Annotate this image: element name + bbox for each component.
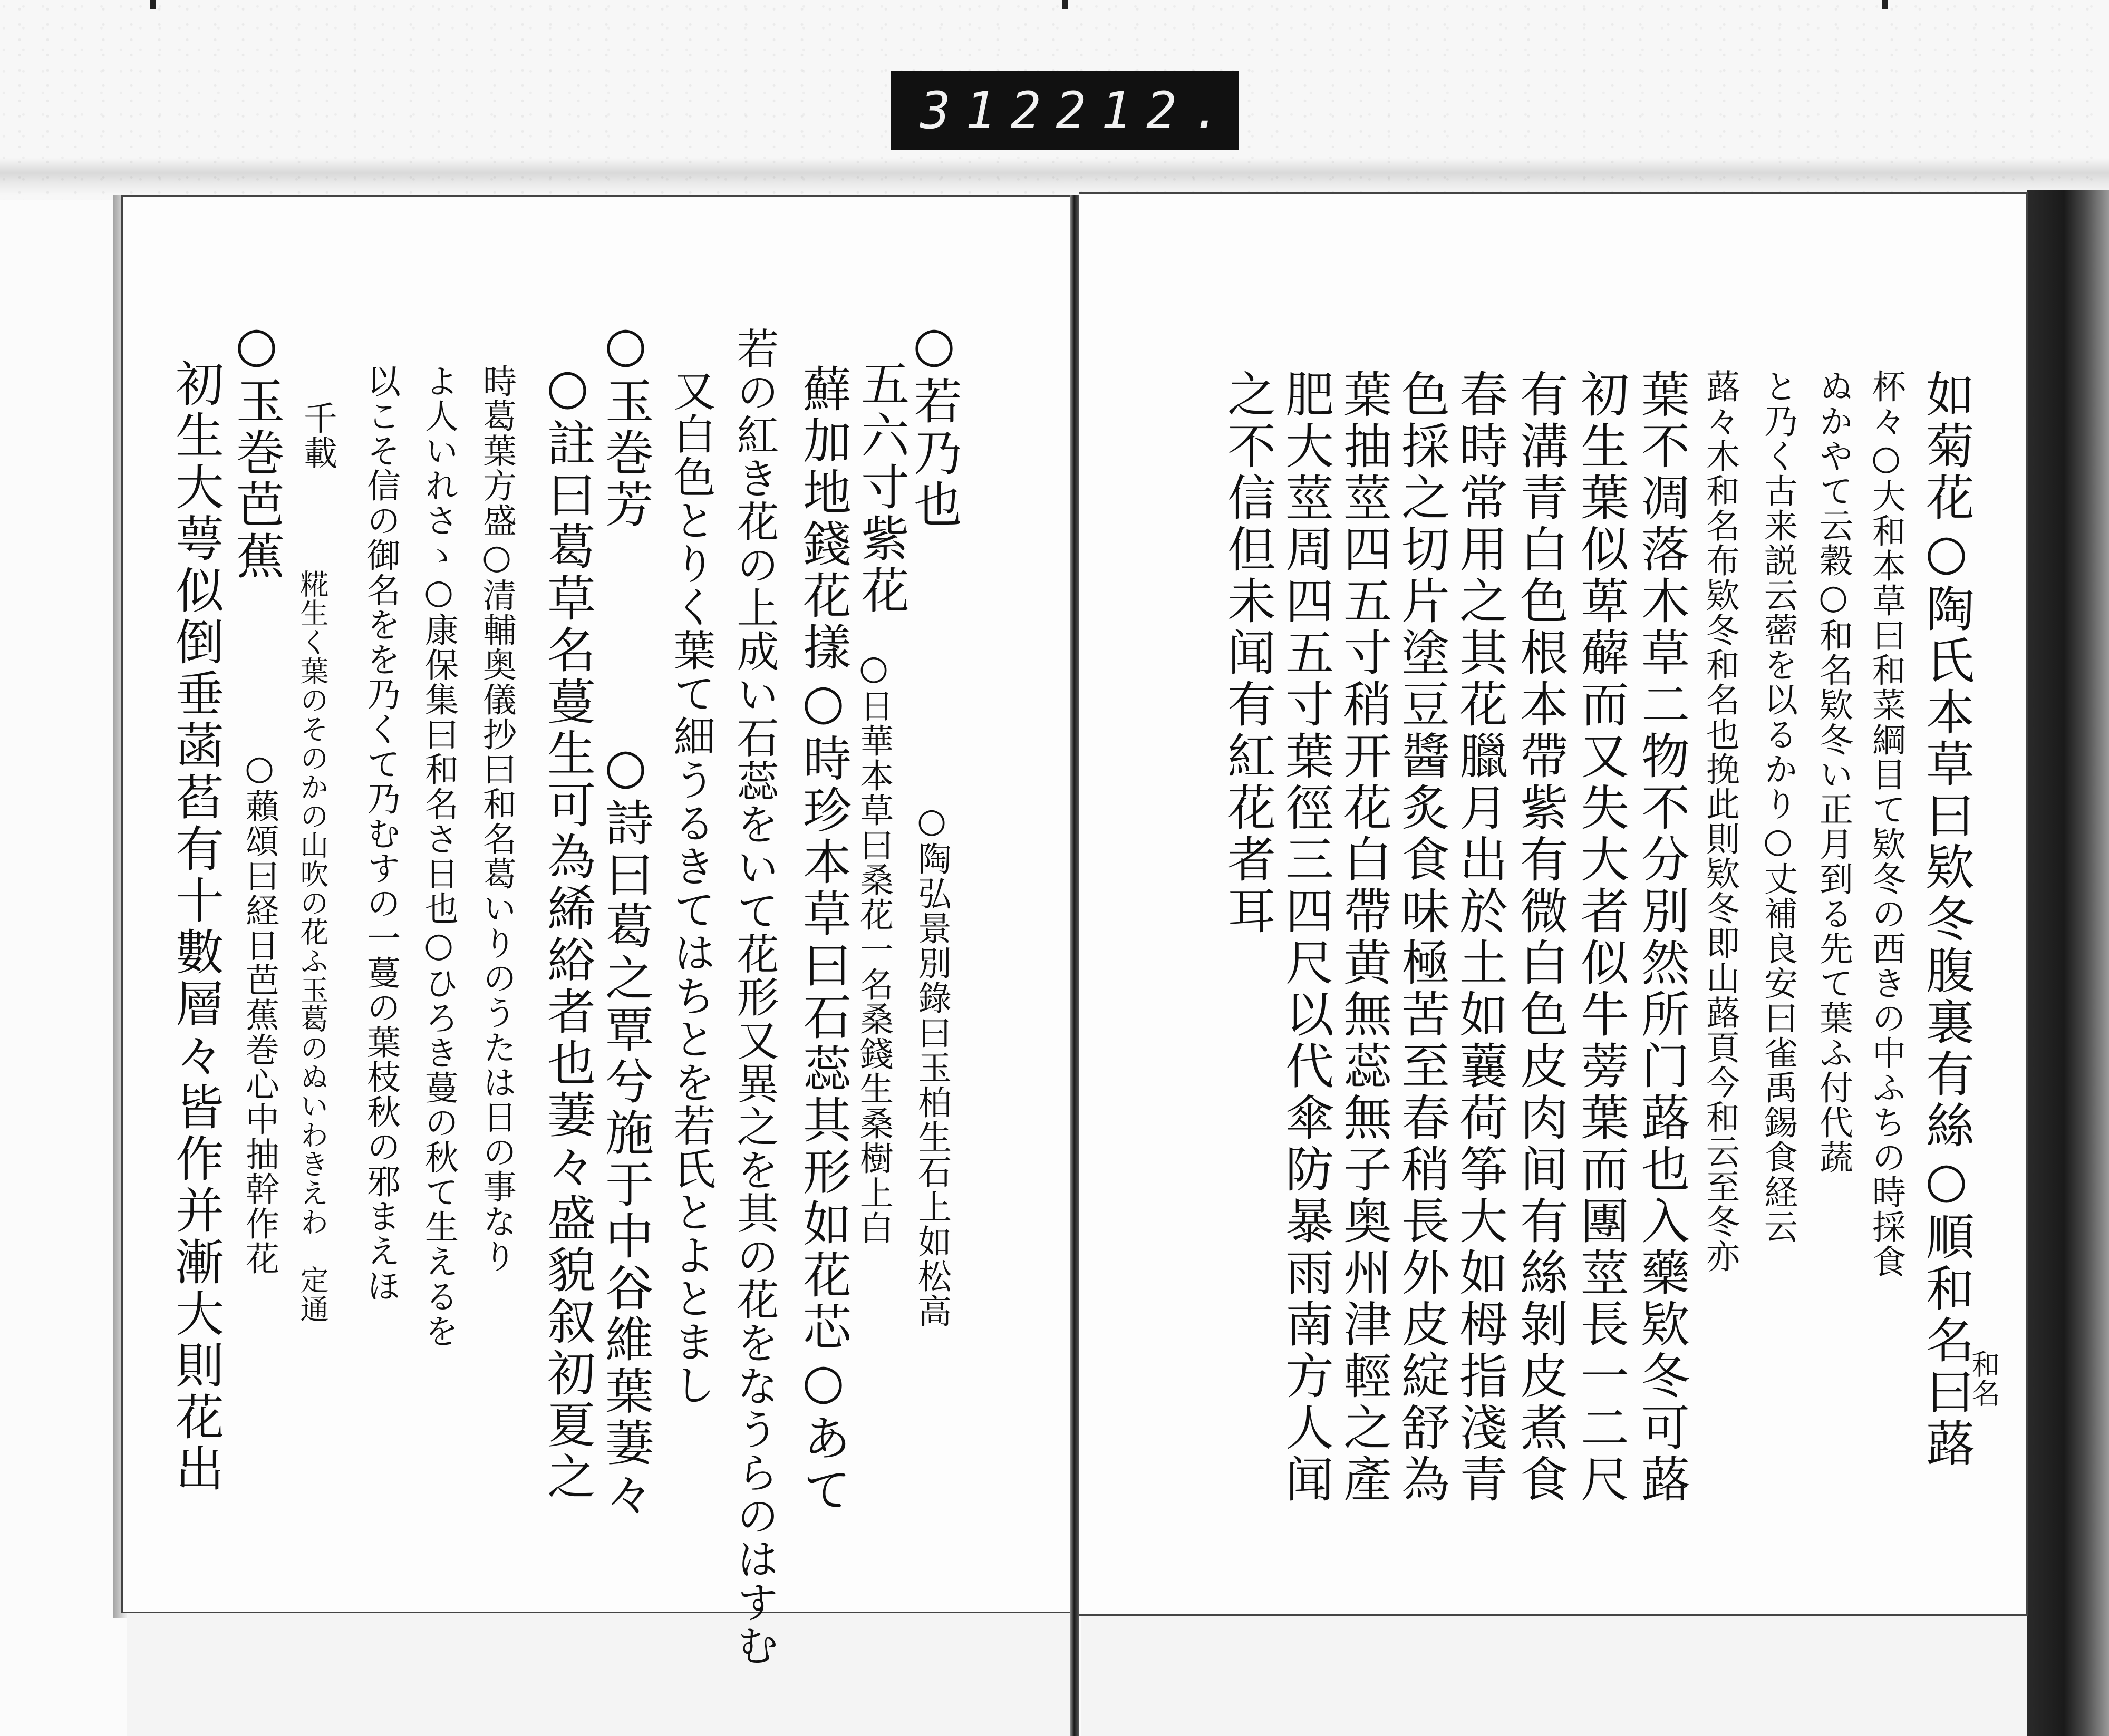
page-below-left — [127, 1613, 1070, 1736]
right-column-4: と乃く古来説云蔤を以るかり○丈補良安曰雀禹錫食経云 — [1758, 369, 1797, 1244]
right-column-13: 之不信但未闻有紅花者耳 — [1220, 369, 1276, 937]
left-column-10: よ人いれさゝ○康保集曰和名さ日也○ひろき蔓の秋て生えるを — [419, 364, 458, 1349]
left-annotation-1: ○陶弘景別錄曰玉柏生石上如松高 — [912, 801, 951, 1328]
registration-mark — [1062, 0, 1068, 9]
right-column-7: 初生葉似萆薢而又失大者似牛蒡葉而團莖長一二尺 — [1573, 369, 1629, 1506]
left-column-14: 初生大萼似倒垂菡萏有十數層々皆作并漸大則花出 — [168, 358, 224, 1495]
left-column-1: ○若乃也 — [906, 316, 962, 531]
left-column-13: ○玉巻芭蕉 — [228, 316, 285, 583]
scanner-shadow-band — [0, 158, 2109, 195]
left-column-12: 千載 — [298, 401, 337, 470]
left-column-11: 以こそ信の御名をを乃くて乃むすの一蔓の葉枝秋の邪まえほ — [361, 364, 400, 1303]
left-column-4: 若の紅き花の上成い石蕊をいて花形又異之を其の花をなうらのはすむ — [730, 327, 779, 1667]
right-column-9: 春時常用之其花臘月出於土如蘘荷筝大如栂指淺青 — [1452, 369, 1508, 1506]
left-annotation-3: 糀生く葉のそのかの山吹の花ふ玉葛のぬいわきえわ 定通 — [296, 569, 329, 1323]
right-column-8: 有溝青白色根本帶紫有微白色皮肉间有絲剝皮煮食 — [1512, 369, 1569, 1506]
book-edge-right — [2027, 190, 2109, 1736]
left-column-9: 時葛葉方盛○清輔奥儀抄曰和名葛いりのうたは日の事なり — [477, 364, 516, 1274]
registration-mark — [150, 0, 156, 9]
right-column-11: 葉抽莖四五寸稍开花白帶黄無蕊無子奥州津輕之產 — [1336, 369, 1392, 1506]
left-annotation-4: ○藾頌曰経日芭蕉巻心中抽幹作花 — [240, 749, 279, 1276]
right-marginal-note: 和名 — [1967, 1350, 2000, 1408]
right-column-2: 杯々○大和本草曰和菜綱目て欵冬の西きの中ふちの時採食 — [1866, 369, 1905, 1279]
right-column-10: 色採之切片塗豆醬炙食味極苦至春稍長外皮綻舒為 — [1394, 369, 1450, 1506]
right-column-6: 葉不凋落木草二物不分別然所门蕗也入藥欵冬可蕗 — [1633, 369, 1690, 1506]
left-column-2: 五六寸紫花 — [853, 358, 910, 617]
right-column-3: ぬかやて云穀○和名欵冬い正月到る先て葉ふ付代蔬 — [1814, 369, 1853, 1175]
page-counter-label — [891, 71, 1239, 150]
left-column-8: ○註曰葛草名蔓生可為絺綌者也萋々盛貌叙初夏之 — [539, 358, 596, 1503]
left-column-6: ○玉巻芳 — [597, 316, 654, 531]
left-column-7: ○詩曰葛之覃兮施于中谷維葉萋々 — [597, 738, 654, 1521]
page-counter-left: 312 — [920, 81, 1056, 140]
page-below-right — [1081, 1613, 2027, 1736]
book-spine — [1070, 195, 1079, 1736]
left-annotation-2: ○日華本草曰桑花一名桑錢生桑樹上白 — [854, 648, 893, 1245]
right-column-1: 如菊花○陶氏本草曰欵冬腹裏有絲○順和名曰蕗 — [1918, 369, 1975, 1470]
left-column-5: 又白色とりく葉て細うるきてはちとを若氏とよとまし — [666, 369, 715, 1407]
left-column-3: 蘚加地錢花㨾○時珍本草曰石蕊其形如花芯○あて — [795, 364, 852, 1516]
right-column-12: 肥大莖周四五寸葉徑三四尺以代傘防暴雨南方人闻 — [1278, 369, 1334, 1506]
registration-mark — [1882, 0, 1888, 9]
right-column-5: 蕗々木和名布欵冬和名也挽此則欵冬即山蕗頁今和云至冬亦 — [1700, 369, 1739, 1274]
page-counter-right: 212. — [1056, 81, 1237, 140]
